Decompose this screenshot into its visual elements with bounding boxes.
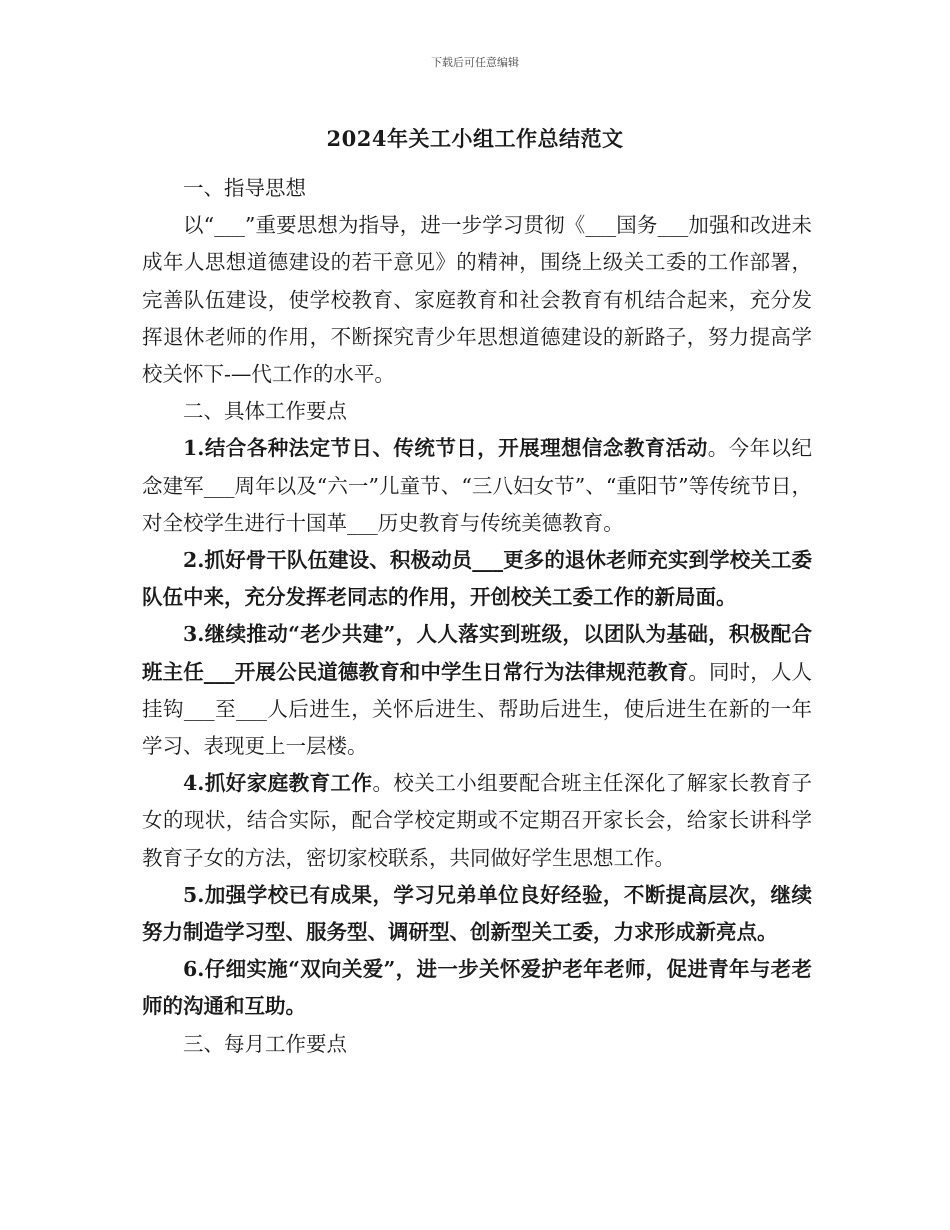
work-point-3-body: 。同时，人人挂钩___至___人后进生，关怀后进生、帮助后进生，使后进生在新的一年学习、表现更上一层楼。 [142, 659, 813, 759]
section-heading-1: 一、指导思想 [183, 176, 306, 200]
work-point-4-body: 。校关工小组要配合班主任深化了解家长教育子女的现状，结合实际，配合学校定期或不定期召开家长会，给家长讲科学教育子女的方法，密切家校联系，共同做好学生思想工作。 [142, 771, 812, 870]
work-point-3 [142, 616, 812, 765]
document-body [142, 170, 812, 1063]
work-point-1-body: 。今年以纪念建军___周年以及“六一”儿童节、“三八妇女节”、“重阳节”等传统节日，对全校学生进行十国革___历史教育与传统美德教育。 [142, 436, 812, 535]
work-point-6-lead: 6.仔细实施“双向关爱”，进一步关怀爱护老年老师，促进青年与老老师的沟通和互助。 [142, 957, 812, 1019]
work-point-5 [142, 877, 812, 951]
work-point-5-lead: 5.加强学校已有成果，学习兄弟单位良好经验，不断提高层次，继续努力制造学习型、服务型、调研型、创新型关工委，力求形成新亮点。 [142, 882, 812, 945]
work-point-4 [142, 765, 812, 877]
work-point-1-lead: 1.结合各种法定节日、传统节日，开展理想信念教育活动 [183, 436, 708, 461]
section-1-paragraph: 以“___”重要思想为指导，进一步学习贯彻《___国务___加强和改进未成年人思想道德建设的若干意见》的精神，围绕上级关工委的工作部署，完善队伍建设，使学校教育、家庭教育和社会教育有机结合起来，充分发挥退休老师的作用，不断探究青少年思想道德建设的新路子，努力提高学校关怀下-—代工作的水平。 [142, 213, 812, 387]
work-point-2-lead: 2.抓好骨干队伍建设、积极动员___更多的退休老师充实到学校关工委队伍中来，充分发挥老同志的作用，开创校关工委工作的新局面。 [142, 548, 812, 610]
section-heading-2: 二、具体工作要点 [183, 399, 347, 424]
work-point-2 [142, 542, 812, 616]
work-point-6 [142, 951, 812, 1025]
work-point-3-lead: 3.继续推动“老少共建”，人人落实到班级，以团队为基础，积极配合班主任___开展公民道德教育和中学生日常行为法律规范教育 [142, 622, 812, 684]
header-note: 下载后可任意编辑 [431, 56, 519, 69]
document-title: 2024年关工小组工作总结范文 [326, 126, 624, 151]
work-point-1 [142, 430, 812, 542]
work-point-4-lead: 4.抓好家庭教育工作 [183, 771, 373, 796]
section-heading-3: 三、每月工作要点 [183, 1031, 347, 1056]
